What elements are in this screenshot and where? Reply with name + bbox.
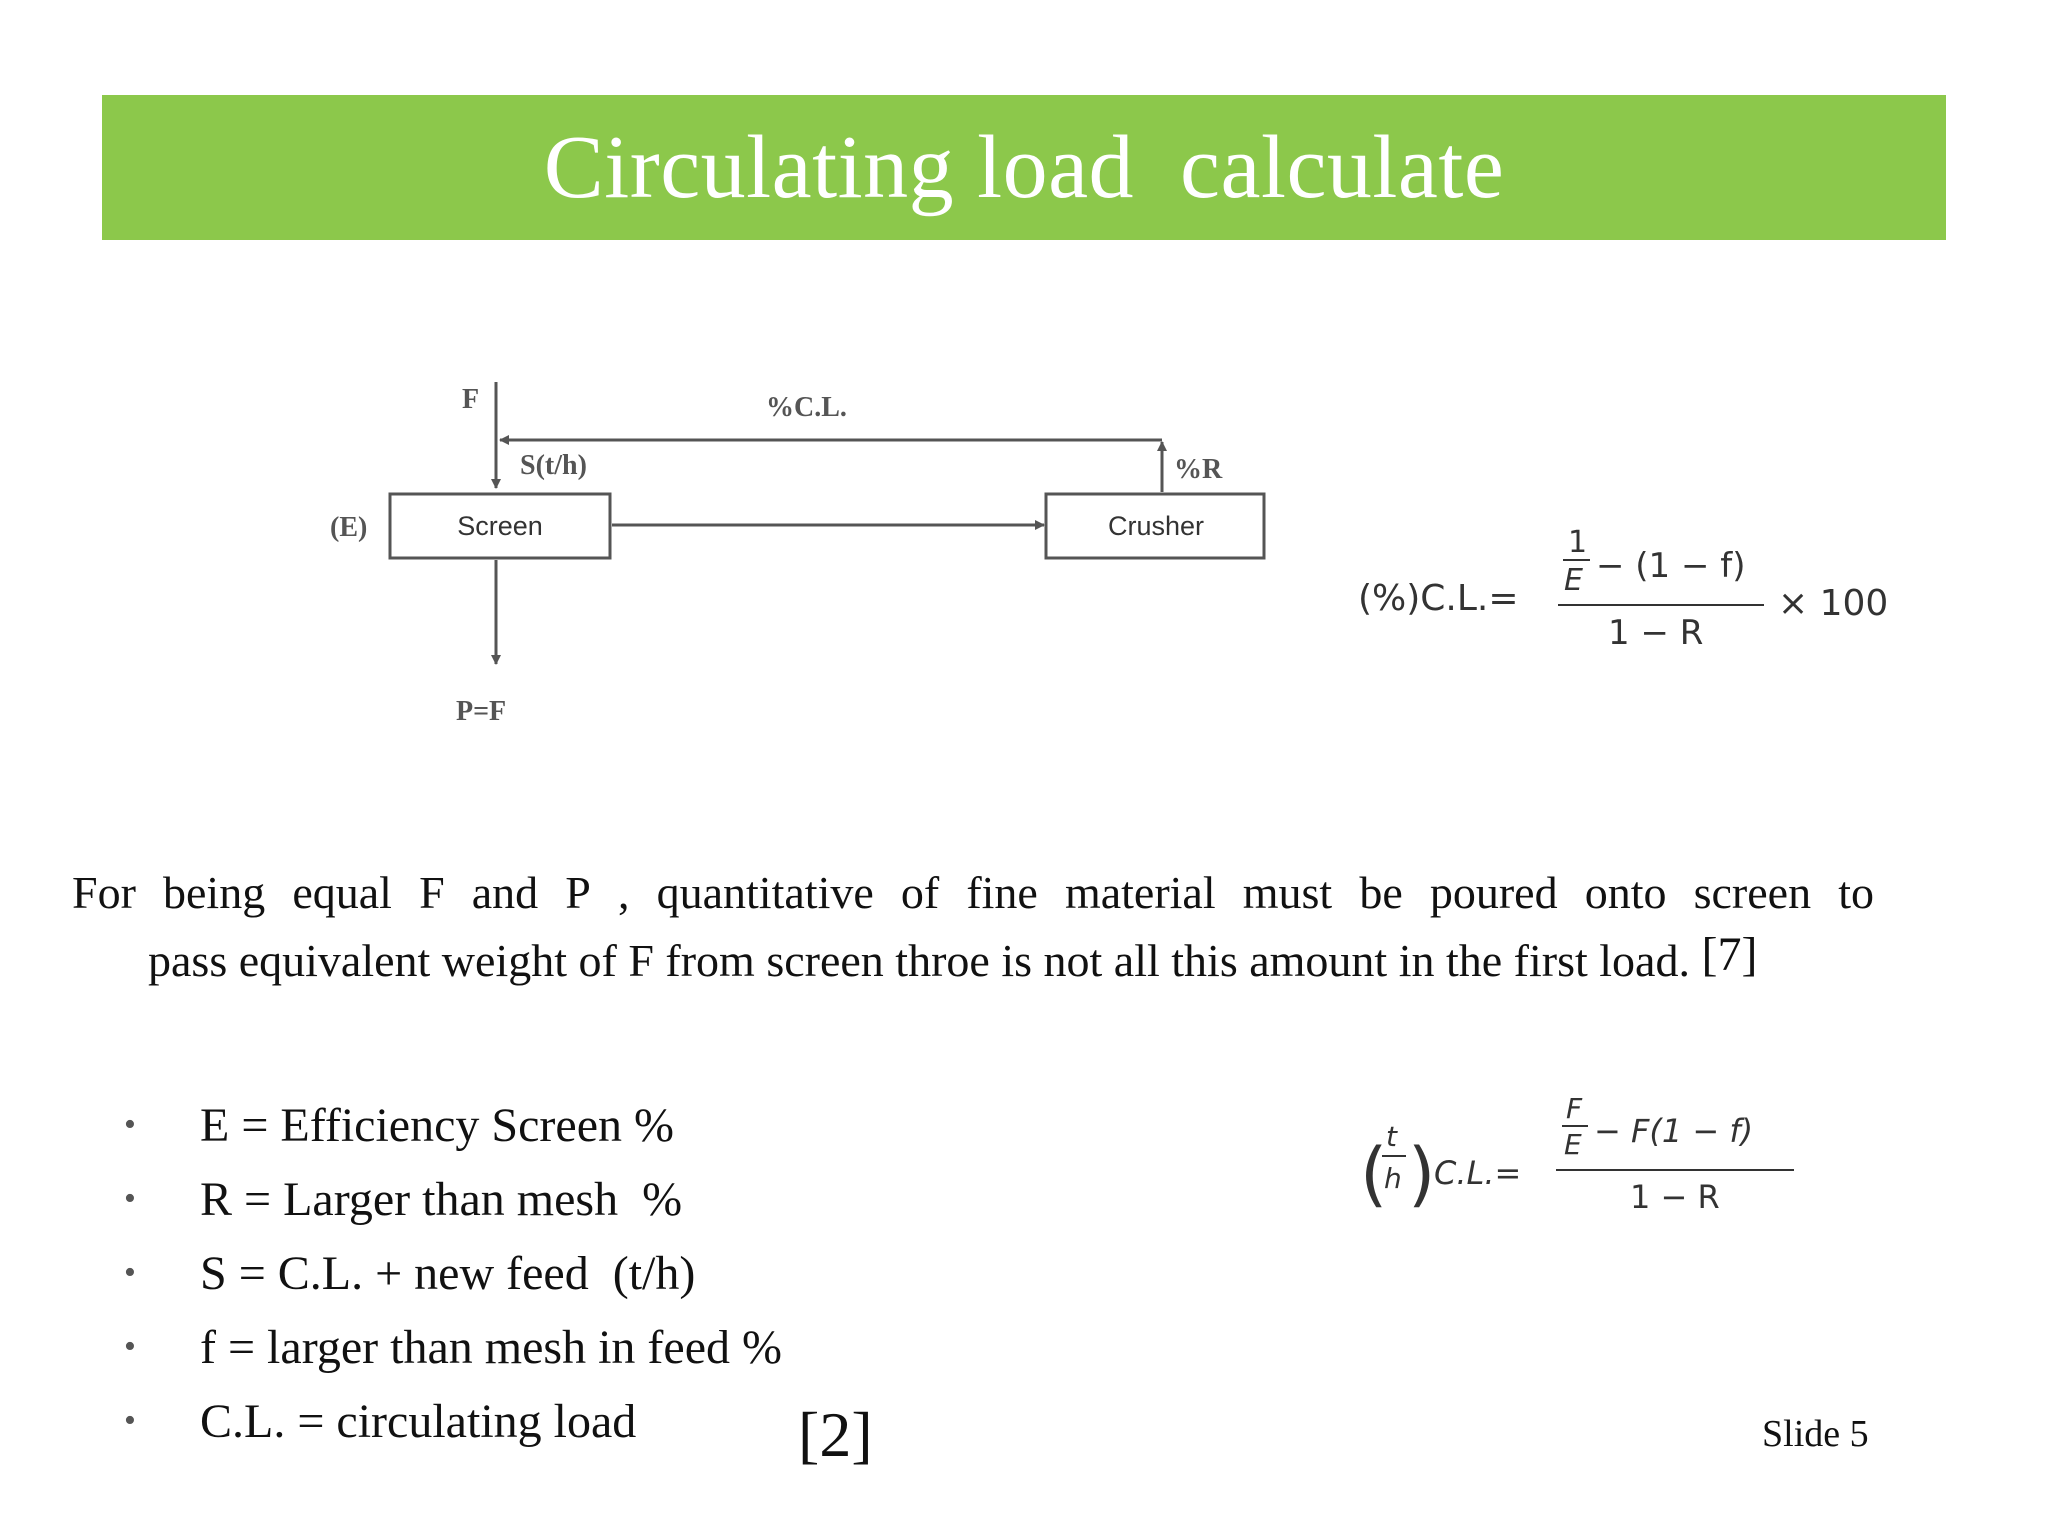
paragraph-citation: [7] (1701, 928, 1758, 981)
formula1-multiplier: × 100 (1778, 583, 1889, 624)
word: and (471, 867, 539, 918)
bullet-marker: • (124, 1180, 136, 1217)
stream-label: S(t/h) (520, 450, 587, 481)
list-item-text: R = Larger than mesh % (200, 1172, 683, 1226)
list-item-text: S = C.L. + new feed (t/h) (200, 1246, 696, 1300)
formula2-num-rest: − F(1 − f) (1594, 1112, 1754, 1150)
formula2-paren-close: ) (1408, 1133, 1436, 1215)
paragraph-line-2 (148, 924, 1872, 992)
list-item (118, 1384, 782, 1458)
word: fine (966, 867, 1038, 918)
word: material (1064, 867, 1216, 918)
explanation-paragraph (72, 862, 1872, 992)
recycle-label: %C.L. (766, 392, 847, 423)
bullet-marker: • (124, 1106, 136, 1143)
formula1-num-bottom: E (1564, 563, 1583, 598)
word: F (419, 867, 445, 918)
screen-box-label: Screen (457, 511, 543, 541)
word: of (900, 867, 940, 918)
efficiency-label: (E) (330, 512, 368, 543)
slide-number: Slide 5 (1762, 1413, 1869, 1455)
word: must (1242, 867, 1333, 918)
formula1-num-rest: − (1 − f) (1596, 546, 1746, 586)
formula-tph-cl (1356, 1084, 1816, 1239)
word: For (72, 867, 136, 918)
paragraph-line-2-text: pass equivalent weight of F from screen throe is not all this amount in the first load. (148, 935, 1690, 986)
formula2-paren-bottom: h (1384, 1162, 1402, 1195)
slide-title: Circulating load calculate (543, 118, 1505, 217)
formula1-num-top: 1 (1568, 525, 1588, 560)
bullet-marker: • (124, 1328, 136, 1365)
word: , (618, 867, 630, 918)
word: poured (1429, 867, 1558, 918)
definitions-list (118, 1088, 782, 1458)
formula2-paren-open: ( (1360, 1133, 1388, 1215)
paragraph-line-1 (72, 862, 1874, 924)
word: P (565, 867, 591, 918)
formula2-paren-top: t (1386, 1120, 1397, 1153)
word: to (1838, 867, 1874, 918)
formula1-denominator: 1 − R (1608, 613, 1704, 653)
word: quantitative (656, 867, 874, 918)
word: onto (1584, 867, 1667, 918)
crusher-box-label: Crusher (1107, 511, 1205, 541)
list-item-text: E = Efficiency Screen % (200, 1098, 674, 1152)
list-item (118, 1310, 782, 1384)
formula-percent-cl (1350, 510, 1910, 665)
formula2-num-bottom: E (1564, 1128, 1582, 1161)
formula2-num-top: F (1566, 1092, 1583, 1125)
list-item-text: f = larger than mesh in feed % (200, 1320, 782, 1374)
word: screen (1693, 867, 1812, 918)
formula2-denominator: 1 − R (1630, 1178, 1720, 1216)
bullet-citation: [2] (798, 1399, 873, 1470)
list-item-text: C.L. = circulating load (200, 1394, 637, 1448)
word: equal (292, 867, 392, 918)
reject-label: %R (1174, 454, 1223, 485)
feed-label: F (462, 384, 480, 415)
list-item (118, 1162, 782, 1236)
list-item (118, 1236, 782, 1310)
formula1-lhs: (%)C.L.= (1358, 578, 1519, 619)
bullet-marker: • (124, 1254, 136, 1291)
formula2-lhs: C.L.= (1434, 1154, 1522, 1192)
word: being (163, 867, 266, 918)
bullet-marker: • (124, 1402, 136, 1439)
word: be (1359, 867, 1403, 918)
product-label: P=F (456, 696, 507, 727)
list-item (118, 1088, 782, 1162)
